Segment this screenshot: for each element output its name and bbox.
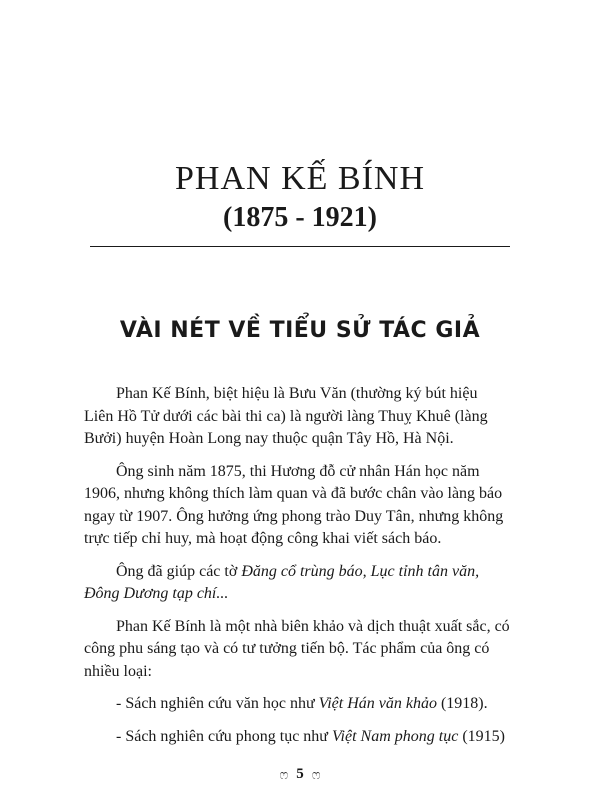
- paragraph-3: [84, 561, 510, 606]
- author-years: (1875 - 1921): [223, 202, 377, 233]
- newspaper-titles: Đăng cổ trùng báo, Lục tỉnh tân văn, Đông Dương tạp chí...: [84, 562, 480, 602]
- author-name: PHAN KẾ BÍNH: [175, 160, 425, 197]
- list-item-2-suffix: (1915): [458, 727, 505, 745]
- paragraph-1: Phan Kế Bính, biệt hiệu là Bưu Văn (thường ký bút hiệu Liên Hồ Tử dưới các bài thi ca) là người làng Thuỵ Khuê (làng Bưởi) huyện Hoàn Long nay thuộc quận Tây Hồ, Hà Nội.: [84, 385, 488, 447]
- book-title-1: Việt Hán văn khảo: [318, 695, 437, 712]
- list-item-1-prefix: - Sách nghiên cứu văn học như: [116, 695, 319, 712]
- list-item-1: [84, 693, 510, 716]
- paragraph-2: Ông sinh năm 1875, thi Hương đỗ cử nhân Hán học năm 1906, nhưng không thích làm quan và đã bước chân vào làng báo ngay từ 1907. Ông hưởng ứng phong trào Duy Tân, nhưng không trực tiếp chỉ huy, mà hoạt động công khai viết sách báo.: [84, 462, 504, 547]
- ornament-left-icon: ෆ: [279, 766, 289, 782]
- paragraph-4: Phan Kế Bính là một nhà biên khảo và dịch thuật xuất sắc, có công phu sáng tạo và có tư tưởng tiến bộ. Tác phẩm của ông có nhiều loại:: [84, 617, 510, 680]
- list-item-2: [84, 726, 510, 749]
- page-footer: [0, 766, 600, 783]
- list-item-2-prefix: - Sách nghiên cứu phong tục như: [116, 727, 332, 745]
- paragraph-3-prefix: Ông đã giúp các tờ: [116, 562, 242, 580]
- ornament-right-icon: ෆ: [311, 766, 321, 782]
- book-title-2: Việt Nam phong tục: [331, 727, 459, 745]
- body-text: [84, 383, 510, 758]
- header-divider: [90, 246, 510, 247]
- list-item-1-suffix: (1918).: [436, 695, 488, 712]
- page-number: 5: [296, 766, 304, 782]
- section-title: VÀI NÉT VỀ TIỂU SỬ TÁC GIẢ: [119, 318, 481, 343]
